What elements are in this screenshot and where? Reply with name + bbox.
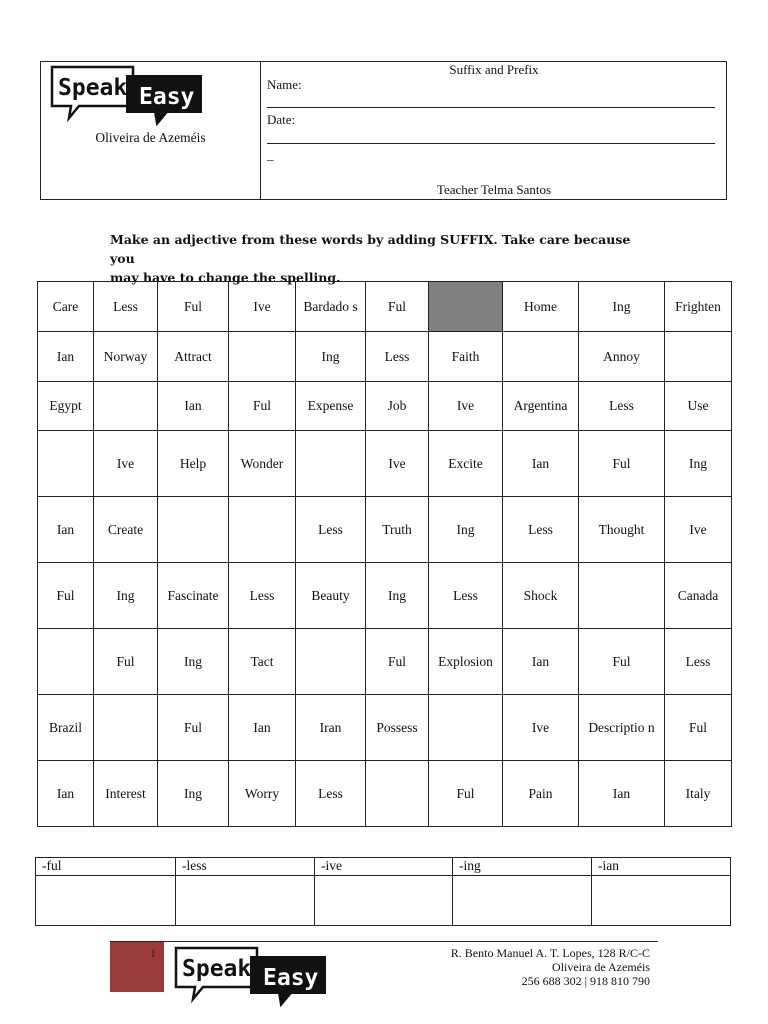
- svg-text:Easy: Easy: [263, 965, 319, 991]
- grid-cell: Wonder: [229, 431, 296, 497]
- footer-speakeasy-logo: [173, 945, 331, 1007]
- grid-row: [38, 431, 732, 497]
- grid-cell: Ful: [38, 563, 94, 629]
- instructions-line-2: may have to change the spelling.: [110, 270, 341, 285]
- grid-cell: Expense: [296, 382, 366, 431]
- grid-cell: Less: [579, 382, 665, 431]
- name-label: Name:: [267, 77, 302, 92]
- answer-column-header: -less: [176, 858, 315, 876]
- grid-cell: Brazil: [38, 695, 94, 761]
- instructions: [110, 230, 650, 287]
- grid-cell: Interest: [94, 761, 158, 827]
- grid-cell: Truth: [366, 497, 429, 563]
- grid-cell: [94, 695, 158, 761]
- grid-row: [38, 382, 732, 431]
- grid-cell: Argentina: [503, 382, 579, 431]
- grid-cell: Ive: [366, 431, 429, 497]
- grid-cell: Ive: [665, 497, 732, 563]
- answer-column-header: -ful: [36, 858, 176, 876]
- grid-cell: Faith: [429, 332, 503, 382]
- header-box: [40, 61, 727, 200]
- grid-cell: Ful: [229, 382, 296, 431]
- grid-cell: Care: [38, 282, 94, 332]
- grid-cell: Possess: [366, 695, 429, 761]
- grid-cell: Ing: [366, 563, 429, 629]
- grid-cell: Ing: [429, 497, 503, 563]
- teacher-name: Teacher Telma Santos: [436, 182, 552, 197]
- answer-column-header: -ian: [592, 858, 731, 876]
- speakeasy-logo: [49, 64, 207, 126]
- grid-cell: Ian: [38, 761, 94, 827]
- grid-cell: Less: [94, 282, 158, 332]
- grid-cell: Help: [158, 431, 229, 497]
- svg-text:Speak: Speak: [182, 956, 252, 982]
- grid-cell: Bardado s: [296, 282, 366, 332]
- grid-cell: Ful: [366, 282, 429, 332]
- grid-cell: Frighten: [665, 282, 732, 332]
- grid-cell: Ian: [38, 332, 94, 382]
- page-number: 1: [150, 946, 156, 960]
- answer-cell[interactable]: [315, 876, 453, 926]
- grid-cell: [579, 563, 665, 629]
- grid-cell: Explosion: [429, 629, 503, 695]
- grid-cell: Ful: [429, 761, 503, 827]
- grid-cell: Ful: [579, 629, 665, 695]
- grid-cell: Ful: [366, 629, 429, 695]
- grid-cell: Use: [665, 382, 732, 431]
- grid-cell: Ful: [579, 431, 665, 497]
- grid-cell: Iran: [296, 695, 366, 761]
- grid-cell: Create: [94, 497, 158, 563]
- grid-cell: [429, 695, 503, 761]
- grid-cell: Ian: [229, 695, 296, 761]
- grid-cell: Attract: [158, 332, 229, 382]
- grid-row: [38, 497, 732, 563]
- header-divider: [260, 62, 261, 199]
- grid-cell: Ful: [94, 629, 158, 695]
- grid-cell: Less: [229, 563, 296, 629]
- grid-cell-shaded: [429, 282, 503, 332]
- grid-cell: Tact: [229, 629, 296, 695]
- grid-cell: Less: [366, 332, 429, 382]
- grid-cell: Ing: [579, 282, 665, 332]
- grid-cell: Ian: [579, 761, 665, 827]
- answer-table: [35, 857, 731, 926]
- school-name: Oliveira de Azeméis: [95, 130, 206, 145]
- grid-cell: Ian: [158, 382, 229, 431]
- grid-cell: Worry: [229, 761, 296, 827]
- grid-cell: Fascinate: [158, 563, 229, 629]
- grid-cell: [94, 382, 158, 431]
- grid-cell: Descriptio n: [579, 695, 665, 761]
- grid-cell: [366, 761, 429, 827]
- grid-cell: Excite: [429, 431, 503, 497]
- grid-cell: Ive: [94, 431, 158, 497]
- grid-cell: Less: [296, 497, 366, 563]
- grid-cell: Less: [503, 497, 579, 563]
- suffix-grid: [37, 281, 732, 827]
- grid-cell: Egypt: [38, 382, 94, 431]
- grid-cell: [158, 497, 229, 563]
- answer-cell[interactable]: [36, 876, 176, 926]
- grid-cell: Italy: [665, 761, 732, 827]
- answer-cell[interactable]: [176, 876, 315, 926]
- grid-cell: Ful: [665, 695, 732, 761]
- grid-cell: Shock: [503, 563, 579, 629]
- grid-cell: [503, 332, 579, 382]
- date-dash: _: [267, 147, 274, 162]
- answer-cell[interactable]: [592, 876, 731, 926]
- grid-cell: Ing: [665, 431, 732, 497]
- grid-cell: Canada: [665, 563, 732, 629]
- footer-rule: [110, 941, 658, 942]
- date-label: Date:: [267, 112, 296, 127]
- grid-cell: [38, 629, 94, 695]
- grid-cell: Beauty: [296, 563, 366, 629]
- grid-cell: [665, 332, 732, 382]
- instructions-line-1: Make an adjective from these words by adding SUFFIX. Take care because you: [110, 232, 631, 266]
- grid-cell: Ive: [503, 695, 579, 761]
- grid-cell: Annoy: [579, 332, 665, 382]
- answer-column-header: -ive: [315, 858, 453, 876]
- grid-cell: Ful: [158, 282, 229, 332]
- grid-cell: Job: [366, 382, 429, 431]
- worksheet-title: Suffix and Prefix: [449, 62, 539, 77]
- answer-cell[interactable]: [453, 876, 592, 926]
- grid-cell: [296, 629, 366, 695]
- grid-row: [38, 282, 732, 332]
- grid-cell: Thought: [579, 497, 665, 563]
- grid-cell: Ing: [158, 761, 229, 827]
- grid-row: [38, 563, 732, 629]
- grid-cell: Less: [429, 563, 503, 629]
- svg-text:Speak: Speak: [58, 75, 128, 101]
- address-line-2: Oliveira de Azeméis: [552, 960, 650, 974]
- grid-cell: [38, 431, 94, 497]
- grid-cell: [229, 332, 296, 382]
- grid-row: [38, 761, 732, 827]
- answer-column-header: -ing: [453, 858, 592, 876]
- grid-cell: Less: [296, 761, 366, 827]
- grid-cell: [296, 431, 366, 497]
- grid-cell: Ing: [296, 332, 366, 382]
- grid-cell: Ian: [503, 431, 579, 497]
- grid-cell: Less: [665, 629, 732, 695]
- date-line[interactable]: [267, 143, 715, 144]
- grid-cell: Pain: [503, 761, 579, 827]
- grid-row: [38, 629, 732, 695]
- grid-cell: Ive: [229, 282, 296, 332]
- grid-cell: Ing: [94, 563, 158, 629]
- address-line-1: R. Bento Manuel A. T. Lopes, 128 R/C-C: [450, 946, 650, 960]
- grid-cell: Ian: [503, 629, 579, 695]
- grid-cell: Ive: [429, 382, 503, 431]
- name-line[interactable]: [267, 107, 715, 108]
- grid-row: [38, 695, 732, 761]
- grid-cell: [229, 497, 296, 563]
- grid-row: [38, 332, 732, 382]
- phone-numbers: 256 688 302 | 918 810 790: [521, 974, 650, 988]
- grid-cell: Ing: [158, 629, 229, 695]
- grid-cell: Home: [503, 282, 579, 332]
- grid-cell: Ian: [38, 497, 94, 563]
- footer-address: [451, 946, 650, 988]
- svg-text:Easy: Easy: [139, 84, 195, 110]
- grid-cell: Norway: [94, 332, 158, 382]
- grid-cell: Ful: [158, 695, 229, 761]
